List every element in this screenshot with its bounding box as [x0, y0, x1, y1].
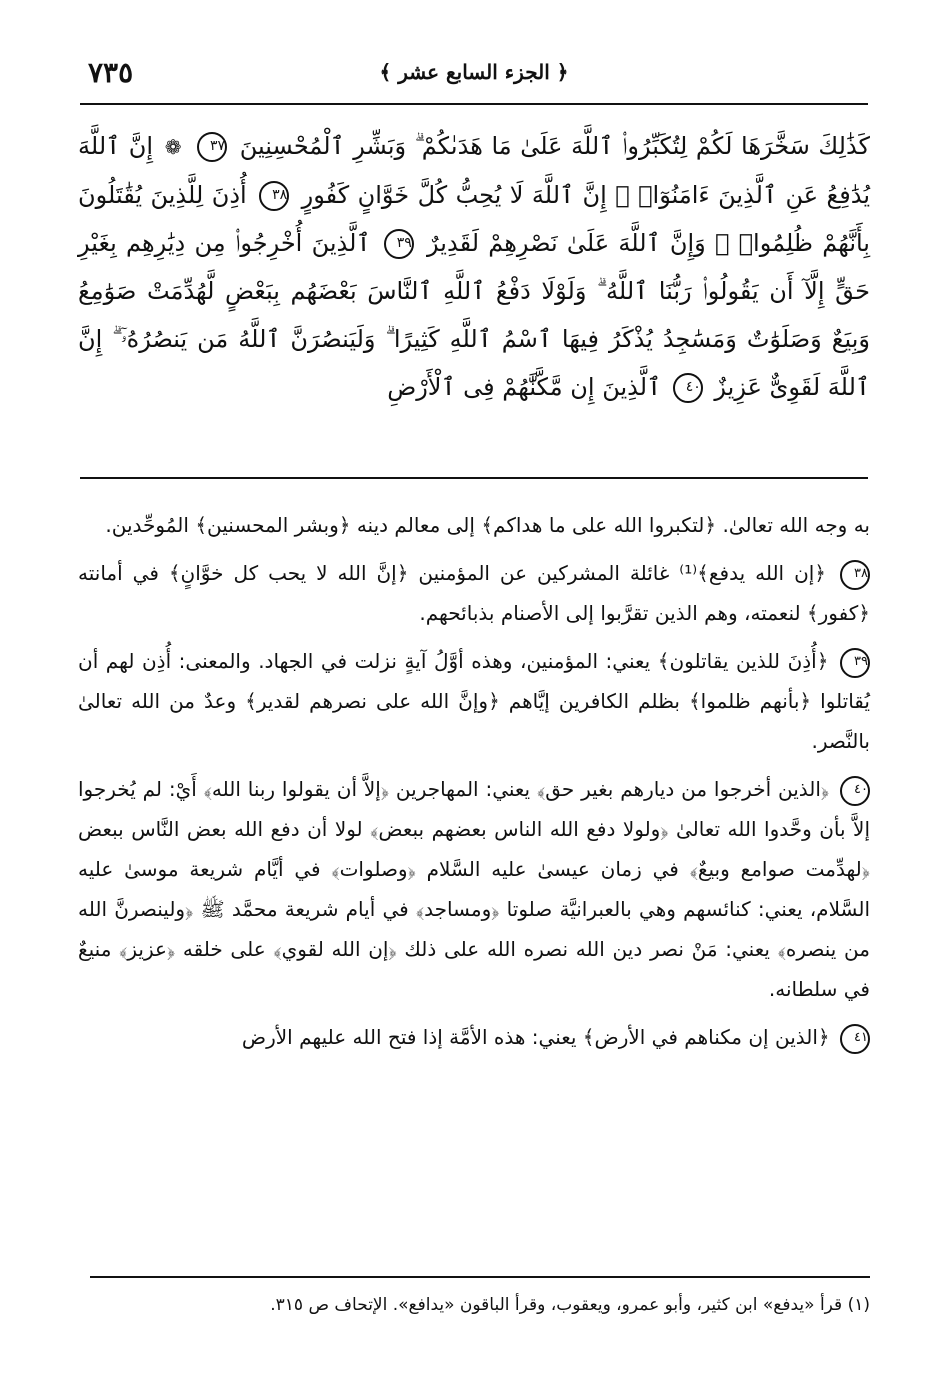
- ayah-39-text: أُذِنَ لِلَّذِينَ يُقَٰتَلُونَ بِأَنَّهُمْ ظُلِمُوا۟ ۚ وَإِنَّ ٱللَّهَ عَلَىٰ نَصْرِهِمْ لَقَدِيرٌ: [78, 181, 870, 257]
- hizb-flower-icon: ❁: [164, 135, 182, 159]
- tafsir-commentary: [78, 505, 870, 1065]
- tafsir-paragraph-37: [78, 505, 870, 545]
- ayah-ref-badge: ٣٩: [840, 648, 870, 678]
- footnote: (١) قرأ «يدفع» ابن كثير، وأبو عمرو، ويعقوب، وقرأ الباقون «يدافع». الإتحاف ص ٣١٥.: [270, 1295, 870, 1315]
- tafsir-text: ﴿إن الله يدفع﴾⁽¹⁾ غائلة المشركين عن المؤمنين ﴿إنَّ الله لا يحب كل خوَّانٍ﴾ في أمانته ﴿كفور﴾ لنعمته، وهم الذين تقرَّبوا إلى الأصنام بذبائحهم.: [78, 561, 870, 625]
- tafsir-text: ﴿الذين أخرجوا من ديارهم بغير حق﴾ يعني: المهاجرين ﴿إلاَّ أن يقولوا ربنا الله﴾ أَيْ: لم يُخرجوا إلاَّ بأن وحَّدوا الله تعالىٰ ﴿ولولا دفع الله الناس بعضهم ببعض﴾ لولا أن دفع الله بعض النَّاس ببعض ﴿لهدِّمت صوامع وبيعٌ﴾ في زمان عيسىٰ عليه السَّلام ﴿وصلوات﴾ في أيَّام شريعة موسىٰ عليه السَّلام، يعني: كنائسهم وهي بالعبرانيَّة صلوتا ﴿ومساجد﴾ في أيام شريعة محمَّد ﷺ ﴿ولينصرنَّ الله من ينصره﴾ يعني: مَنْ نصر دين الله نصره الله على ذلك ﴿إن الله لقوي﴾ على خلقه ﴿عزيز﴾ منيعٌ في سلطانه.: [78, 777, 870, 1001]
- tafsir-paragraph-38: [78, 553, 870, 633]
- ayah-number-40: ٤٠: [673, 373, 703, 403]
- ayah-37-text: كَذَٰلِكَ سَخَّرَهَا لَكُمْ لِتُكَبِّرُوا۟ ٱللَّهَ عَلَىٰ مَا هَدَىٰكُمْ ۗ وَبَشِّرِ ٱلْمُحْسِنِينَ: [239, 132, 870, 160]
- ayah-ref-badge: ٤٠: [840, 776, 870, 806]
- running-title: ﴿ الجزء السابع عشر ﴾: [379, 60, 569, 84]
- tafsir-text: ﴿الذين إن مكناهم في الأرض﴾ يعني: هذه الأمَّة إذا فتح الله عليهم الأرض: [241, 1025, 830, 1049]
- ayah-38-text: إِنَّ ٱللَّهَ يُدَٰفِعُ عَنِ ٱلَّذِينَ ءَامَنُوٓا۟ ۗ إِنَّ ٱللَّهَ لَا يُحِبُّ كُلَّ خَوَّانٍ كَفُورٍ: [78, 132, 871, 209]
- ayah-number-38: ٣٨: [259, 181, 289, 211]
- section-rule: [80, 477, 868, 479]
- ayah-ref-badge: ٣٨: [840, 560, 870, 590]
- ayah-number-37: ٣٧: [197, 132, 227, 162]
- tafsir-paragraph-40: [78, 769, 870, 1009]
- header-rule: [80, 103, 868, 105]
- ayah-ref-badge: ٤١: [840, 1024, 870, 1054]
- page-header: [80, 52, 868, 102]
- tafsir-paragraph-41: [78, 1017, 870, 1057]
- ayah-number-39: ٣٩: [384, 229, 414, 259]
- ayah-41-text: ٱلَّذِينَ إِن مَّكَّنَّٰهُمْ فِى ٱلْأَرْضِ: [387, 373, 662, 401]
- page-number: ٧٣٥: [88, 56, 134, 89]
- tafsir-text: به وجه الله تعالىٰ. ﴿لتكبروا الله على ما هداكم﴾ إلى معالم دينه ﴿وبشر المحسنين﴾ المُوحِّدين.: [105, 513, 870, 537]
- footnote-rule: [90, 1276, 870, 1278]
- tafsir-paragraph-39: [78, 641, 870, 761]
- quran-text-block: [78, 122, 870, 411]
- ayah-40-text: ٱلَّذِينَ أُخْرِجُوا۟ مِن دِيَٰرِهِم بِغَيْرِ حَقٍّ إِلَّآ أَن يَقُولُوا۟ رَبُّنَا ٱللَّهُ ۗ وَلَوْلَا دَفْعُ ٱللَّهِ ٱلنَّاسَ بَعْضَهُم بِبَعْضٍ لَّهُدِّمَتْ صَوَٰمِعُ وَبِيَعٌ وَصَلَوَٰتٌ وَمَسَٰجِدُ يُذْكَرُ فِيهَا ٱسْمُ ٱللَّهِ كَثِيرًا ۗ وَلَيَنصُرَنَّ ٱللَّهُ مَن يَنصُرُهُۥٓ ۗ إِنَّ ٱللَّهَ لَقَوِىٌّ عَزِيزٌ: [78, 229, 870, 401]
- tafsir-text: ﴿أُذِنَ للذين يقاتلون﴾ يعني: المؤمنين، وهذه أوَّلُ آيةٍ نزلت في الجهاد. والمعنى: أُذِن لهم أن يُقاتلوا ﴿بأنهم ظلموا﴾ بظلم الكافرين إيَّاهم ﴿وإنَّ الله على نصرهم لقدير﴾ وعدٌ من الله تعالىٰ بالنَّصر.: [78, 649, 870, 753]
